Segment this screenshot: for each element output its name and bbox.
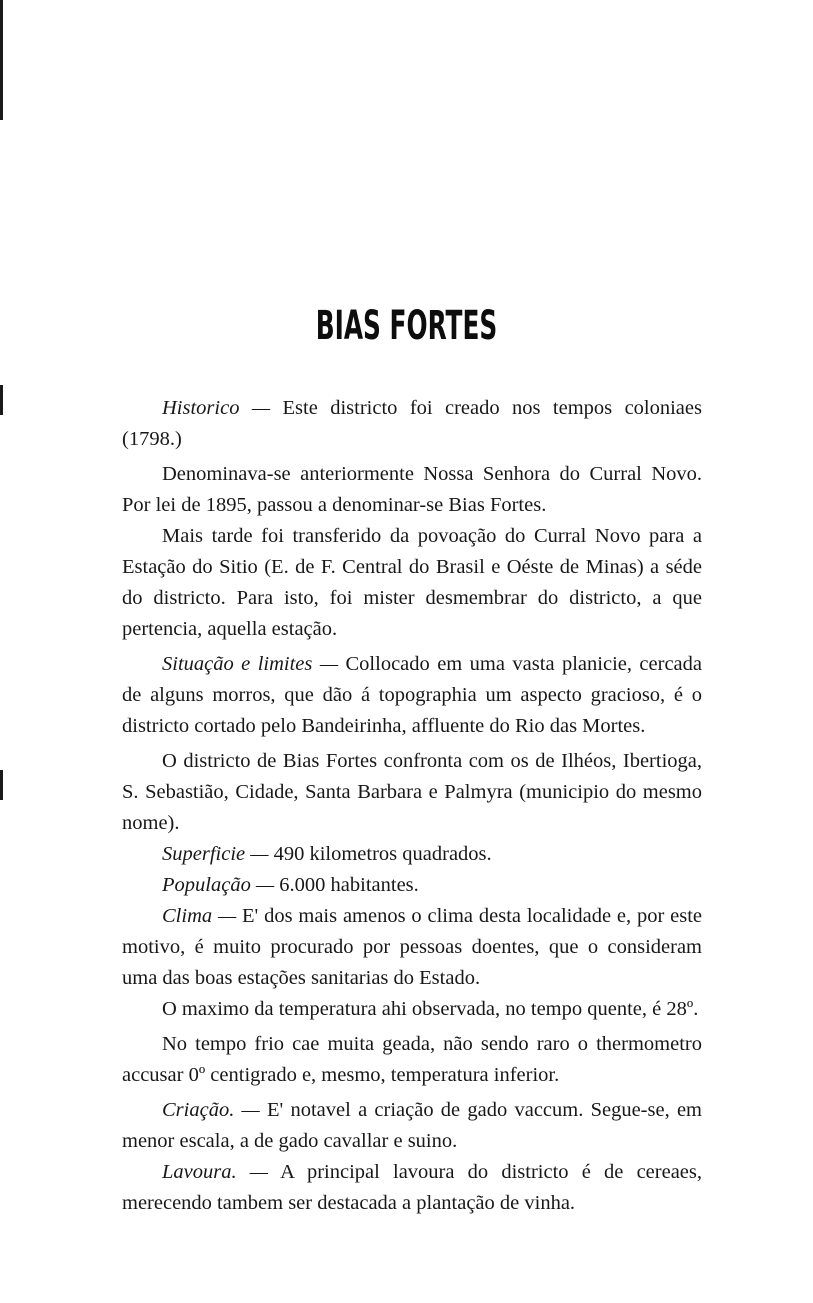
paragraph-situacao (122, 649, 702, 742)
paragraph-text: Collocado em uma vasta planicie, cercada de alguns morros, que dão á topographia um aspecto gracioso, é o districto cortado pelo Bandeirinha, affluente do Rio das Mortes. (122, 653, 702, 737)
paragraph-text: O districto de Bias Fortes confronta com os de Ilhéos, Ibertioga, S. Sebastião, Cidade, Santa Barbara e Palmyra (municipio do mesmo nome). (122, 750, 702, 834)
paragraph-text: A principal lavoura do districto é de cereaes, merecendo tambem ser destacada a plantação de vinha. (122, 1161, 702, 1214)
paragraph-text: 490 kilometros quadrados. (268, 843, 492, 865)
paragraph-superficie (122, 839, 702, 870)
paragraph-text: Mais tarde foi transferido da povoação do Curral Novo para a Estação do Sitio (E. de F. Central do Brasil e Oéste de Minas) a séde do districto. Para isto, foi mister desmembrar do districto, a que pertencia, aquella estação. (122, 525, 702, 640)
section-lead: Situação e limites — (162, 653, 339, 675)
paragraph-text: 6.000 habitantes. (274, 874, 419, 896)
page-title: BIAS FORTES (315, 303, 498, 349)
paragraph (122, 1029, 702, 1091)
paragraph-clima (122, 901, 702, 994)
paragraph-text: E' dos mais amenos o clima desta localidade e, por este motivo, é muito procurado por pessoas doentes, que o consideram uma das boas estações sanitarias do Estado. (122, 905, 702, 989)
section-lead: Lavoura. — (162, 1161, 269, 1183)
section-lead: Criação. — (162, 1099, 260, 1121)
paragraph-text: Denominava-se anteriormente Nossa Senhora do Curral Novo. Por lei de 1895, passou a denominar-se Bias Fortes. (122, 463, 702, 516)
paragraph-populacao (122, 870, 702, 901)
paragraph (122, 521, 702, 645)
scan-edge-mark (0, 0, 3, 120)
body-text (122, 393, 702, 1219)
paragraph (122, 459, 702, 521)
section-lead: Clima — (162, 905, 237, 927)
paragraph (122, 994, 702, 1025)
scan-edge-mark (0, 770, 3, 800)
section-lead: Historico — (162, 397, 271, 419)
paragraph-text: E' notavel a criação de gado vaccum. Segue-se, em menor escala, a de gado cavallar e suino. (122, 1099, 702, 1152)
paragraph-text: No tempo frio cae muita geada, não sendo raro o thermometro accusar 0º centigrado e, mesmo, temperatura inferior. (122, 1033, 702, 1086)
paragraph-historico (122, 393, 702, 455)
paragraph (122, 746, 702, 839)
scan-edge-mark (0, 385, 3, 415)
paragraph-text: Este districto foi creado nos tempos coloniaes (1798.) (122, 397, 702, 450)
paragraph-criacao (122, 1095, 702, 1157)
paragraph-lavoura (122, 1157, 702, 1219)
section-lead: População — (162, 874, 275, 896)
section-lead: Superficie — (162, 843, 269, 865)
paragraph-text: O maximo da temperatura ahi observada, no tempo quente, é 28º. (162, 998, 699, 1020)
